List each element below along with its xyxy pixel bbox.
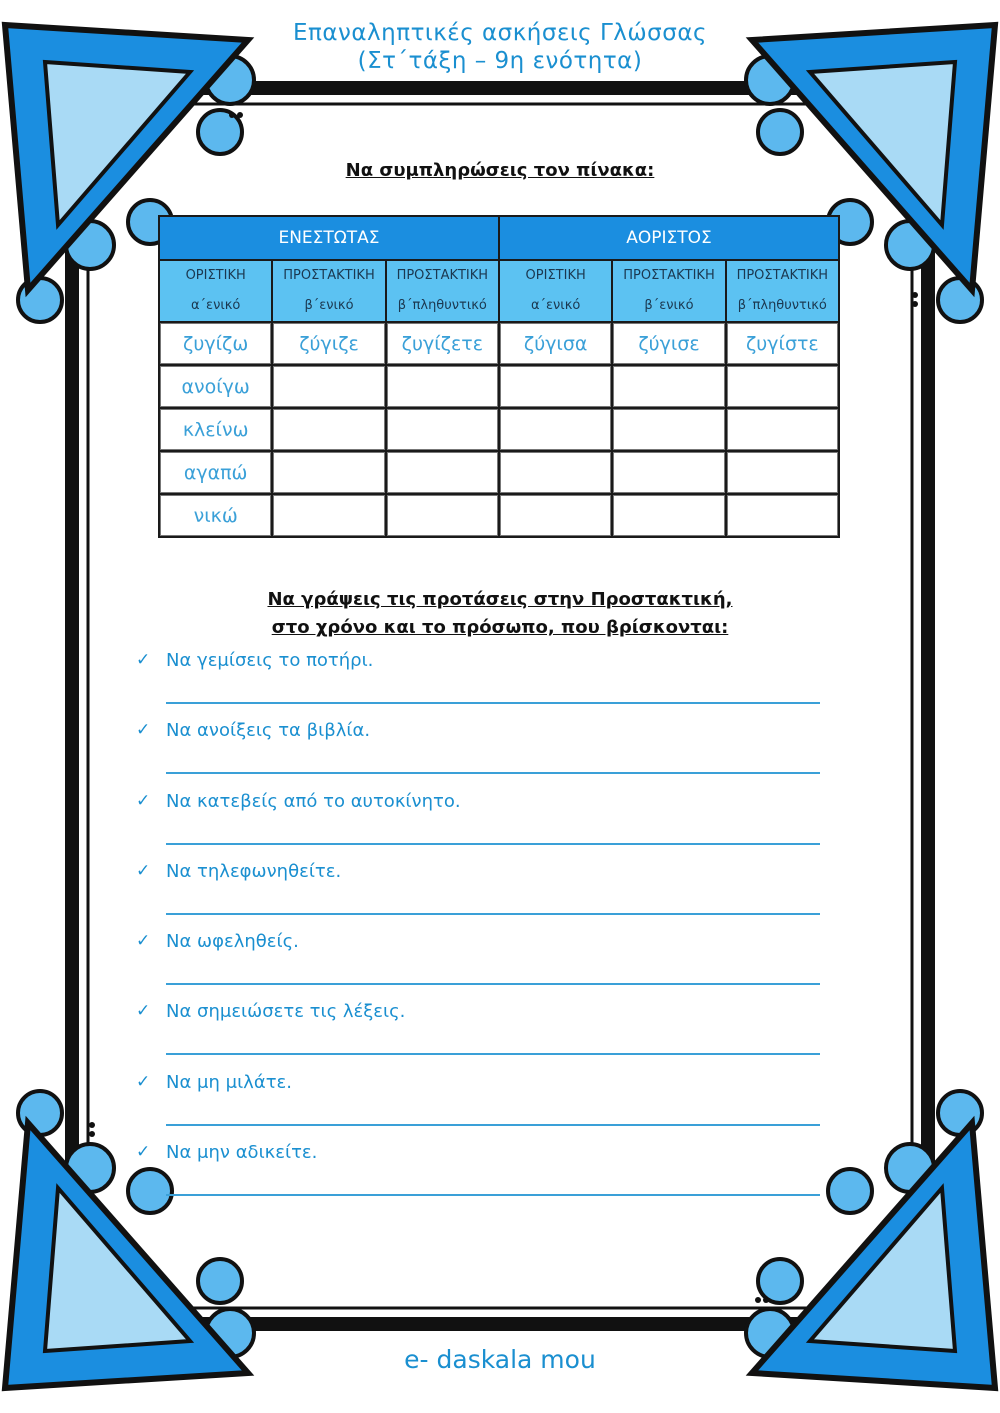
- worksheet-subtitle: (Στ΄τάξη – 9η ενότητα): [357, 48, 643, 74]
- table-row: [160, 409, 838, 450]
- table-cell: ζυγίστε: [727, 323, 838, 364]
- answer-cell[interactable]: [387, 452, 498, 493]
- sentence-text: Να μη μιλάτε.: [166, 1071, 292, 1093]
- answer-cell[interactable]: [273, 452, 384, 493]
- table-cell: ζυγίζετε: [387, 323, 498, 364]
- list-item: [136, 1070, 826, 1140]
- sentence-text: Να σημειώσετε τις λέξεις.: [166, 1001, 406, 1023]
- answer-cell[interactable]: [387, 495, 498, 536]
- answer-cell[interactable]: [613, 495, 724, 536]
- subheader: ΠΡΟΣΤΑΚΤΙΚΗ β΄πληθυντικό: [387, 261, 498, 321]
- answer-cell[interactable]: [387, 366, 498, 407]
- table-cell: αγαπώ: [160, 452, 271, 493]
- table-cell: ζυγίζω: [160, 323, 271, 364]
- list-item: [136, 718, 826, 788]
- subheader: ΠΡΟΣΤΑΚΤΙΚΗ β΄πληθυντικό: [727, 261, 838, 321]
- check-icon: ✓: [136, 931, 151, 952]
- list-item: [136, 1140, 826, 1210]
- answer-cell[interactable]: [273, 366, 384, 407]
- answer-cell[interactable]: [500, 409, 611, 450]
- answer-cell[interactable]: [727, 452, 838, 493]
- answer-line[interactable]: [166, 772, 820, 774]
- answer-line[interactable]: [166, 1124, 820, 1126]
- sentences-instruction-line2: στο χρόνο και το πρόσωπο, που βρίσκονται:: [271, 617, 729, 638]
- list-item: [136, 789, 826, 859]
- sentence-list: [136, 648, 826, 1210]
- sentence-text: Να τηλεφωνηθείτε.: [166, 860, 342, 882]
- subheader: ΠΡΟΣΤΑΚΤΙΚΗ β΄ενικό: [613, 261, 724, 321]
- sentence-text: Να γεμίσεις το ποτήρι.: [166, 650, 374, 671]
- list-item: [136, 648, 826, 718]
- tense-header-aorist: ΑΟΡΙΣΤΟΣ: [500, 217, 838, 259]
- answer-line[interactable]: [166, 1053, 820, 1055]
- table-cell: ζύγιζε: [273, 323, 384, 364]
- list-item: [136, 859, 826, 929]
- list-item: [136, 929, 826, 999]
- answer-cell[interactable]: [500, 452, 611, 493]
- table-row: [160, 452, 838, 493]
- answer-line[interactable]: [166, 843, 820, 845]
- table-cell: ζύγισε: [613, 323, 724, 364]
- sentences-instruction-line1: Να γράψεις τις προτάσεις στην Προστακτική,: [267, 589, 733, 610]
- answer-line[interactable]: [166, 702, 820, 704]
- answer-cell[interactable]: [727, 366, 838, 407]
- verb-table: [158, 215, 840, 538]
- answer-cell[interactable]: [613, 366, 724, 407]
- worksheet-title: Επαναληπτικές ασκήσεις Γλώσσας: [293, 20, 707, 46]
- sentence-text: Να ωφεληθείς.: [166, 931, 299, 953]
- subheader: ΟΡΙΣΤΙΚΗ α΄ενικό: [160, 261, 271, 321]
- answer-cell[interactable]: [727, 495, 838, 536]
- sentence-text: Να κατεβείς από το αυτοκίνητο.: [166, 790, 461, 812]
- table-row: [160, 495, 838, 536]
- answer-line[interactable]: [166, 1194, 820, 1196]
- answer-cell[interactable]: [613, 452, 724, 493]
- table-cell: νικώ: [160, 495, 271, 536]
- list-item: [136, 999, 826, 1069]
- check-icon: ✓: [136, 860, 151, 881]
- sentence-text: Να ανοίξεις τα βιβλία.: [166, 720, 371, 742]
- table-row: [160, 323, 838, 364]
- answer-cell[interactable]: [613, 409, 724, 450]
- check-icon: ✓: [136, 1142, 151, 1163]
- check-icon: ✓: [136, 720, 151, 741]
- footer-brand: e- daskala mou: [404, 1345, 596, 1374]
- sentence-text: Να μην αδικείτε.: [166, 1142, 318, 1164]
- table-cell: ανοίγω: [160, 366, 271, 407]
- answer-cell[interactable]: [727, 409, 838, 450]
- answer-cell[interactable]: [273, 409, 384, 450]
- tense-header-present: ΕΝΕΣΤΩΤΑΣ: [160, 217, 498, 259]
- table-row: [160, 366, 838, 407]
- table-cell: κλείνω: [160, 409, 271, 450]
- check-icon: ✓: [136, 1001, 151, 1022]
- table-cell: ζύγισα: [500, 323, 611, 364]
- answer-cell[interactable]: [273, 495, 384, 536]
- answer-cell[interactable]: [500, 366, 611, 407]
- subheader: ΠΡΟΣΤΑΚΤΙΚΗ β΄ενικό: [273, 261, 384, 321]
- answer-line[interactable]: [166, 983, 820, 985]
- subheader: ΟΡΙΣΤΙΚΗ α΄ενικό: [500, 261, 611, 321]
- check-icon: ✓: [136, 1071, 151, 1092]
- answer-line[interactable]: [166, 913, 820, 915]
- check-icon: ✓: [136, 650, 151, 670]
- answer-cell[interactable]: [500, 495, 611, 536]
- answer-cell[interactable]: [387, 409, 498, 450]
- table-instruction: Να συμπληρώσεις τον πίνακα:: [345, 160, 655, 181]
- check-icon: ✓: [136, 790, 151, 811]
